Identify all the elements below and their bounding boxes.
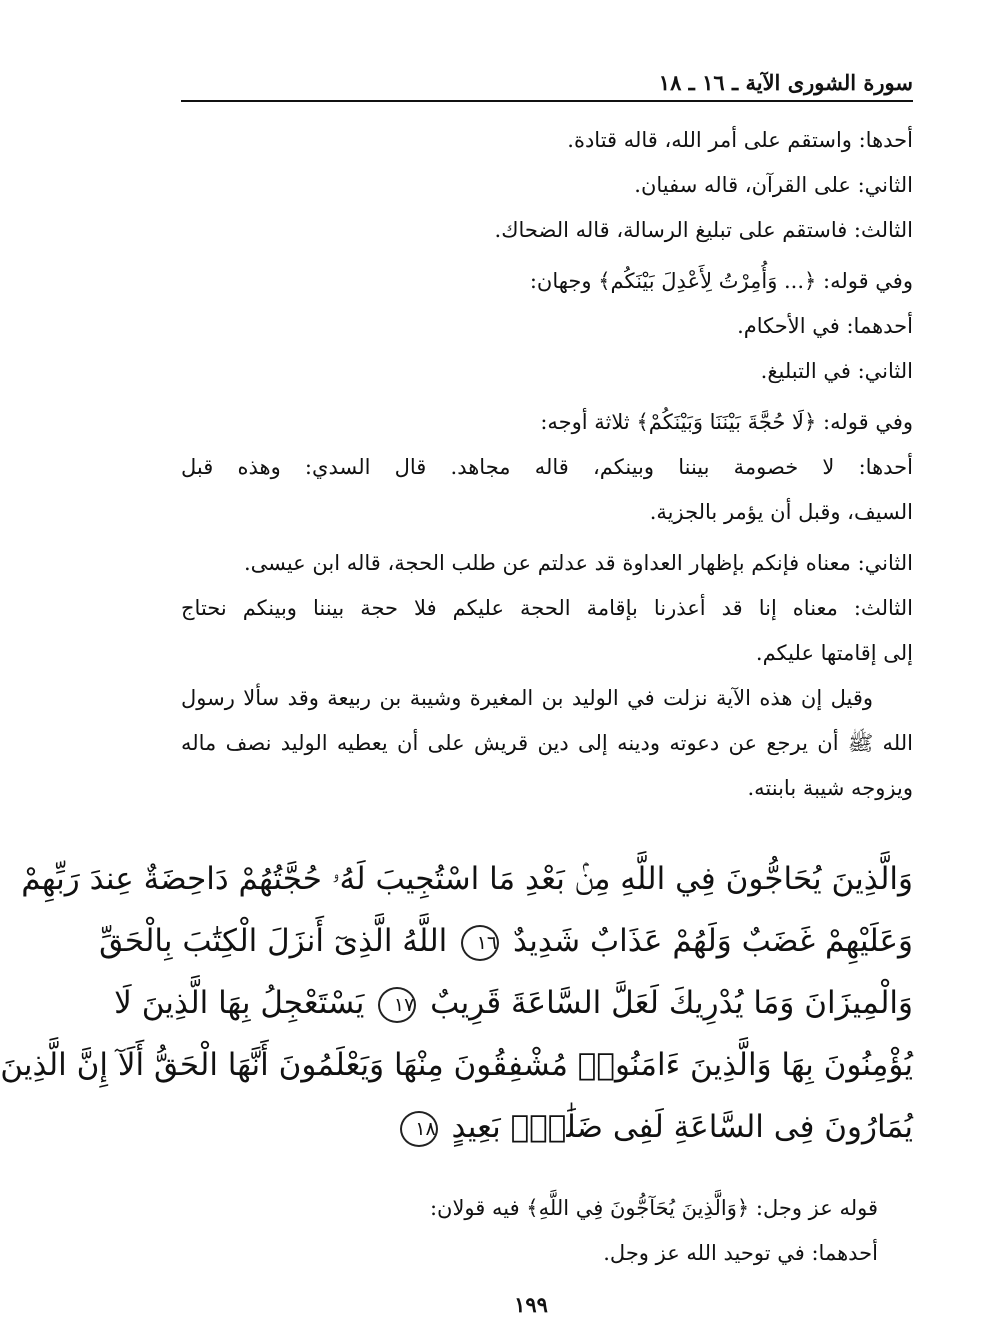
commentary-line: ويزوجه شيبة بابنته. bbox=[747, 776, 913, 800]
commentary-line: وقيل إن هذه الآية نزلت في الوليد بن المغيرة وشيبة بن ربيعة وقد سألا رسول bbox=[181, 686, 873, 710]
commentary-line: الثاني: على القرآن، قاله سفيان. bbox=[634, 173, 913, 197]
commentary-line: الله ﷺ أن يرجع عن دعوته ودينه إلى دين قريش على أن يعطيه الوليد نصف ماله bbox=[181, 731, 913, 755]
header-rule bbox=[181, 100, 913, 102]
quran-text: اللَّهُ الَّذِىٓ أَنزَلَ الْكِتَٰبَ بِالْحَقِّ bbox=[99, 923, 448, 959]
running-header: سورة الشورى الآية ـ ١٦ ـ ١٨ bbox=[658, 70, 913, 95]
ayah-number-marker: ١٨ bbox=[400, 1111, 438, 1147]
quran-line bbox=[181, 1096, 913, 1158]
ayah-number-marker: ١٦ bbox=[461, 925, 499, 961]
commentary-line: قوله عز وجل: ﴿وَالَّذِينَ يُحَآجُّونَ فِي اللَّهِ﴾ فيه قولان: bbox=[429, 1196, 878, 1220]
commentary-line: الثالث: معناه إنا قد أعذرنا بإقامة الحجة عليكم فلا حجة بيننا وبينكم نحتاج bbox=[181, 596, 913, 620]
commentary-line: أحدهما: في الأحكام. bbox=[737, 314, 913, 338]
ayah-number-marker: ١٧ bbox=[378, 987, 416, 1023]
quran-text: وَالْمِيزَانَ وَمَا يُدْرِيكَ لَعَلَّ السَّاعَةَ قَرِيبٌ bbox=[430, 985, 913, 1021]
page-number: ١٩٩ bbox=[514, 1292, 548, 1317]
quran-line bbox=[0, 1034, 913, 1096]
commentary-line: السيف، وقبل أن يؤمر بالجزية. bbox=[649, 500, 913, 524]
commentary-line: وفي قوله: ﴿لَا حُجَّةَ بَيْنَنَا وَبَيْنَكُمْ﴾ ثلاثة أوجه: bbox=[540, 410, 913, 434]
commentary-line: أحدهما: في توحيد الله عز وجل. bbox=[603, 1241, 878, 1265]
quran-text: يَسْتَعْجِلُ بِهَا الَّذِينَ لَا bbox=[114, 985, 365, 1021]
quran-text: يُؤْمِنُونَ بِهَا وَالَّذِينَ ءَامَنُوا۟ مُشْفِقُونَ مِنْهَا وَيَعْلَمُونَ أَنَّهَا الْحَقُّ أَلَآ إِنَّ الَّذِينَ bbox=[0, 1047, 913, 1083]
quran-line bbox=[114, 972, 913, 1034]
commentary-line: إلى إقامتها عليكم. bbox=[755, 641, 913, 665]
quran-text: يُمَارُونَ فِى السَّاعَةِ لَفِى ضَلَٰلٍۭ بَعِيدٍ bbox=[451, 1109, 913, 1145]
quran-verses bbox=[0, 848, 913, 1158]
commentary-block bbox=[181, 118, 913, 811]
commentary-line: أحدها: واستقم على أمر الله، قاله قتادة. bbox=[567, 128, 913, 152]
commentary-line: الثاني: في التبليغ. bbox=[760, 359, 913, 383]
quran-text: وَعَلَيْهِمْ غَضَبٌ وَلَهُمْ عَذَابٌ شَدِيدٌ bbox=[512, 923, 913, 959]
commentary-block-2 bbox=[181, 1186, 913, 1276]
quran-line bbox=[21, 848, 913, 910]
quran-line bbox=[99, 910, 913, 972]
commentary-line: وفي قوله: ﴿... وَأُمِرْتُ لِأَعْدِلَ بَيْنَكُم﴾ وجهان: bbox=[529, 269, 913, 293]
commentary-line: الثالث: فاستقم على تبليغ الرسالة، قاله الضحاك. bbox=[494, 218, 913, 242]
commentary-line: أحدها: لا خصومة بيننا وبينكم، قاله مجاهد. قال السدي: وهذه قبل bbox=[181, 455, 913, 479]
quran-text: وَالَّذِينَ يُحَاجُّونَ فِي اللَّهِ مِنۢ بَعْدِ مَا اسْتُجِيبَ لَهُۥ حُجَّتُهُمْ دَاحِضَةٌ عِندَ رَبِّهِمْ bbox=[21, 861, 913, 897]
commentary-line: الثاني: معناه فإنكم بإظهار العداوة قد عدلتم عن طلب الحجة، قاله ابن عيسى. bbox=[243, 551, 913, 575]
